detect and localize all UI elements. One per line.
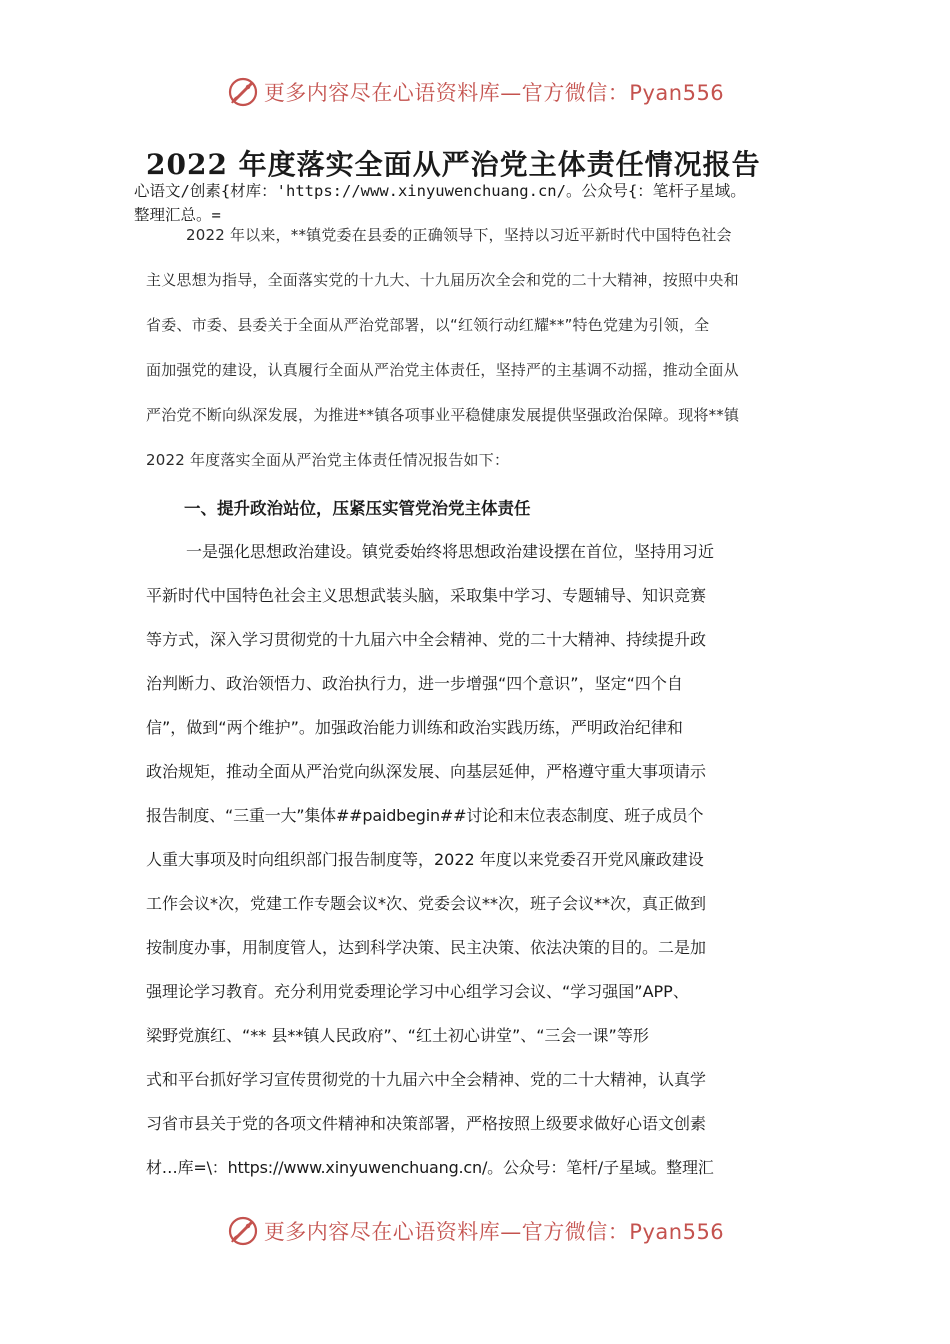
- paragraph-line: 面加强党的建设，认真履行全面从严治党主体责任，坚持严的主基调不动摇，推动全面从: [146, 361, 739, 379]
- paragraph-line: 2022 年度落实全面从严治党主体责任情况报告如下：: [146, 451, 510, 469]
- paragraph-line: 人重大事项及时向组织部门报告制度等，2022 年度以来党委召开党风廉政建设: [146, 850, 704, 869]
- footer-banner: [0, 1211, 950, 1251]
- banner-text: 更多内容尽在心语资料库—官方微信：Pyan556: [263, 81, 725, 105]
- paragraph-line: 式和平台抓好学习宣传贯彻党的十九届六中全会精神、党的二十大精神，认真学: [146, 1070, 707, 1089]
- paragraph-line: 一是强化思想政治建设。镇党委始终将思想政治建设摆在首位，坚持用习近: [186, 542, 715, 561]
- paragraph-line: 梁野党旗红、“** 县**镇人民政府”、“红土初心讲堂”、“三会一课”等形: [146, 1026, 649, 1045]
- source-note: [134, 179, 824, 227]
- paragraph-line: 材…库=\：https://www.xinyuwenchuang.cn/。公众号：笔杆/子星域。整理汇: [146, 1158, 714, 1177]
- header-banner: [0, 72, 950, 112]
- paragraph-line: 按制度办事，用制度管人，达到科学决策、民主决策、依法决策的目的。二是加: [146, 938, 707, 957]
- brush-logo-icon: [226, 1214, 260, 1248]
- banner-text: 更多内容尽在心语资料库—官方微信：Pyan556: [263, 1220, 725, 1244]
- paragraph-line: 平新时代中国特色社会主义思想武装头脑，采取集中学习、专题辅导、知识竞赛: [146, 586, 707, 605]
- section-heading: 一、提升政治站位，压紧压实管党治党主体责任: [184, 499, 531, 518]
- paragraph-line: 等方式，深入学习贯彻党的十九届六中全会精神、党的二十大精神、持续提升政: [146, 630, 707, 649]
- paragraph-line: 工作会议*次，党建工作专题会议*次、党委会议**次，班子会议**次，真正做到: [146, 894, 707, 913]
- source-line: 心语文/创素{材库：'https://www.xinyuwenchuang.cn/。公众号{：笔杆子星域。: [134, 182, 746, 200]
- paragraph-line: 严治党不断向纵深发展，为推进**镇各项事业平稳健康发展提供坚强政治保障。现将**镇: [146, 406, 740, 424]
- document-title: 2022 年度落实全面从严治党主体责任情况报告: [146, 148, 761, 181]
- paragraph-line: 习省市县关于党的各项文件精神和决策部署，严格按照上级要求做好心语文创素: [146, 1114, 707, 1133]
- paragraph-line: 2022 年以来，**镇党委在县委的正确领导下，坚持以习近平新时代中国特色社会: [186, 226, 732, 244]
- paragraph-line: 省委、市委、县委关于全面从严治党部署，以“红领行动红耀**”特色党建为引领，全: [146, 316, 710, 334]
- paragraph-line: 政治规矩，推动全面从严治党向纵深发展、向基层延伸，严格遵守重大事项请示: [146, 762, 707, 781]
- brush-logo-icon: [226, 75, 260, 109]
- paragraph-line: 治判断力、政治领悟力、政治执行力，进一步增强“四个意识”，坚定“四个自: [146, 674, 683, 693]
- paragraph-line: 强理论学习教育。充分利用党委理论学习中心组学习会议、“学习强国”APP、: [146, 982, 689, 1001]
- paragraph-line: 报告制度、“三重一大”集体##paidbegin##讨论和末位表态制度、班子成员个: [146, 806, 704, 825]
- paragraph-line: 主义思想为指导，全面落实党的十九大、十九届历次全会和党的二十大精神，按照中央和: [146, 271, 739, 289]
- paragraph-line: 信”，做到“两个维护”。加强政治能力训练和政治实践历练，严明政治纪律和: [146, 718, 683, 737]
- source-line: 整理汇总。=: [134, 206, 221, 224]
